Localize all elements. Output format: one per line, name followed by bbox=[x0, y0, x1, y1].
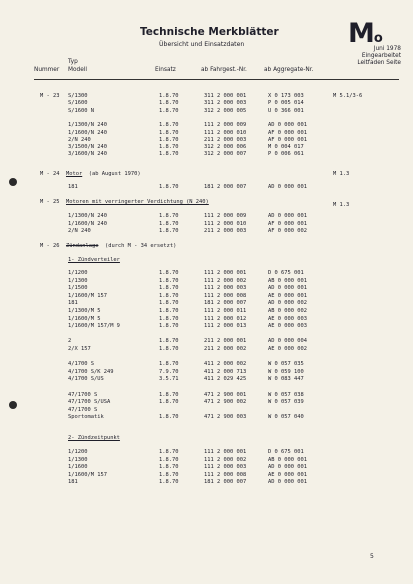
col-header-aggregate: ab Aggregate-Nr. bbox=[264, 67, 314, 73]
issue-date: Juni 1978 bbox=[373, 46, 401, 52]
meta-eingearbeitet: Eingearbeitet bbox=[361, 53, 401, 59]
aggregate-nr: AF 0 000 002 bbox=[268, 228, 307, 234]
einsatz: 1.8.70 bbox=[159, 122, 179, 129]
aggregate-nr: P 0 006 061 bbox=[268, 151, 304, 158]
section-number: M - 25 bbox=[40, 199, 60, 205]
aggregate-nr: D 0 675 001 bbox=[268, 449, 304, 455]
model: S/1600 bbox=[68, 100, 88, 107]
model: 47/1700 S bbox=[68, 406, 98, 413]
model: 3/1500/N 240 bbox=[68, 144, 107, 151]
fahrgestell-nr: 181 2 000 007 bbox=[204, 184, 247, 190]
aggregate-nr: W 0 057 040 bbox=[268, 414, 304, 421]
table-row bbox=[0, 150, 413, 158]
einsatz: 1.8.70 bbox=[159, 213, 179, 219]
einsatz: 1.8.70 bbox=[159, 479, 179, 486]
aggregate-nr: AD 0 000 004 bbox=[268, 338, 307, 345]
einsatz: 1.8.70 bbox=[159, 184, 179, 190]
model: 1/1300/M 5 bbox=[68, 308, 101, 314]
einsatz: 1.8.70 bbox=[159, 93, 179, 99]
aggregate-nr: AF 0 000 001 bbox=[268, 129, 307, 136]
section-number: M - 24 bbox=[40, 171, 60, 177]
model: 1/1300/N 240 bbox=[68, 213, 107, 219]
fahrgestell-nr: 111 2 000 001 bbox=[204, 449, 247, 455]
einsatz: 7.9.70 bbox=[159, 368, 179, 375]
table-row bbox=[0, 227, 413, 235]
fahrgestell-nr: 111 2 000 003 bbox=[204, 285, 247, 292]
fahrgestell-nr: 411 2 000 002 bbox=[204, 361, 247, 368]
fahrgestell-nr: 111 2 000 008 bbox=[204, 471, 247, 478]
model: 181 bbox=[68, 184, 78, 190]
aggregate-nr: AB 0 000 001 bbox=[268, 456, 307, 463]
model: 181 bbox=[68, 479, 78, 486]
section-m26-title bbox=[40, 242, 176, 250]
einsatz: 1.8.70 bbox=[159, 449, 179, 455]
aggregate-nr: W 0 059 100 bbox=[268, 368, 304, 375]
einsatz: 3.5.71 bbox=[159, 376, 179, 383]
model: 1/1600/N 240 bbox=[68, 129, 107, 136]
table-row bbox=[0, 478, 413, 486]
aggregate-nr: AD 0 000 001 bbox=[268, 479, 307, 486]
fahrgestell-nr: 211 2 000 003 bbox=[204, 136, 247, 143]
aggregate-nr: U 0 366 001 bbox=[268, 107, 304, 114]
row-number: M - 23 bbox=[40, 93, 60, 99]
einsatz: 1.8.70 bbox=[159, 277, 179, 284]
aggregate-nr: M 0 004 017 bbox=[268, 144, 304, 151]
model: 2/X 157 bbox=[68, 346, 91, 352]
model: 47/1700 S/USA bbox=[68, 399, 111, 406]
table-row bbox=[0, 413, 413, 421]
col-header-fahrgestell: ab Fahrgest.-Nr. bbox=[201, 67, 247, 73]
section-note: (durch M - 34 ersetzt) bbox=[104, 243, 177, 249]
fahrgestell-nr: 211 2 000 002 bbox=[204, 346, 247, 352]
fahrgestell-nr: 471 2 900 001 bbox=[204, 391, 247, 398]
col-header-typ: Typ bbox=[68, 59, 78, 65]
model: 1/1200 bbox=[68, 270, 88, 276]
section-number: M - 26 bbox=[40, 243, 60, 249]
fahrgestell-nr: 111 2 000 002 bbox=[204, 456, 247, 463]
einsatz: 1.8.70 bbox=[159, 471, 179, 478]
fahrgestell-nr: 211 2 000 001 bbox=[204, 338, 247, 345]
model: 2/N 240 bbox=[68, 136, 91, 143]
model: 2 bbox=[68, 338, 72, 345]
fahrgestell-nr: 111 2 000 003 bbox=[204, 464, 247, 471]
aggregate-nr: AE 0 000 001 bbox=[268, 292, 307, 299]
fahrgestell-nr: 111 2 000 009 bbox=[204, 213, 247, 219]
fahrgestell-nr: 471 2 900 003 bbox=[204, 414, 247, 421]
model: 1/1600/M 157 bbox=[68, 292, 107, 299]
aggregate-nr: AE 0 000 003 bbox=[268, 323, 307, 330]
fahrgestell-nr: 111 2 000 013 bbox=[204, 323, 247, 330]
aggregate-nr: D 0 675 001 bbox=[268, 270, 304, 276]
model: 1/1500 bbox=[68, 285, 88, 292]
document-subtitle: Übersicht und Einsatzdaten bbox=[159, 41, 245, 48]
einsatz: 1.8.70 bbox=[159, 399, 179, 406]
fahrgestell-nr: 111 2 000 012 bbox=[204, 315, 247, 322]
fahrgestell-nr: 411 2 000 713 bbox=[204, 368, 247, 375]
einsatz: 1.8.70 bbox=[159, 391, 179, 398]
model: 181 bbox=[68, 300, 78, 307]
einsatz: 1.8.70 bbox=[159, 220, 179, 227]
model: Sportomatik bbox=[68, 414, 104, 421]
aggregate-nr: AE 0 000 002 bbox=[268, 346, 307, 352]
aggregate-nr: X 0 173 003 bbox=[268, 93, 304, 99]
model: 4/1700 S/K 249 bbox=[68, 368, 114, 375]
model: 1/1600/M 157 bbox=[68, 471, 107, 478]
model: 1/1600/M 157/M 9 bbox=[68, 323, 120, 330]
einsatz: 1.8.70 bbox=[159, 151, 179, 158]
einsatz: 1.8.70 bbox=[159, 414, 179, 421]
section-heading: Zündanlage bbox=[65, 243, 99, 249]
fahrgestell-nr: 111 2 000 010 bbox=[204, 220, 247, 227]
fahrgestell-nr: 111 2 000 008 bbox=[204, 292, 247, 299]
einsatz: 1.8.70 bbox=[159, 270, 179, 276]
aggregate-nr: AD 0 000 001 bbox=[268, 464, 307, 471]
model: 4/1700 S/US bbox=[68, 376, 104, 383]
fahrgestell-nr: 411 2 029 425 bbox=[204, 376, 247, 383]
einsatz: 1.8.70 bbox=[159, 136, 179, 143]
aggregate-nr: AD 0 000 001 bbox=[268, 184, 307, 190]
reference: M 5.1/3-6 bbox=[333, 93, 363, 99]
einsatz: 1.8.70 bbox=[159, 346, 179, 352]
model: 1/1300 bbox=[68, 277, 88, 284]
fahrgestell-nr: 311 2 000 003 bbox=[204, 100, 247, 107]
section-note: (ab August 1970) bbox=[88, 171, 141, 177]
aggregate-nr: W 0 057 038 bbox=[268, 391, 304, 398]
model: 1/1200 bbox=[68, 449, 88, 455]
aggregate-nr: AD 0 000 001 bbox=[268, 122, 307, 129]
col-header-modell: Modell bbox=[68, 67, 88, 73]
model: 1/1600/M 5 bbox=[68, 315, 101, 322]
model: 4/1700 S bbox=[68, 361, 94, 368]
model: 1/1300 bbox=[68, 456, 88, 463]
einsatz: 1.8.70 bbox=[159, 129, 179, 136]
model: 47/1700 S bbox=[68, 391, 98, 398]
aggregate-nr: AB 0 000 002 bbox=[268, 308, 307, 314]
reference: M 1.3 bbox=[333, 202, 350, 208]
subsection-title-row bbox=[0, 256, 413, 264]
einsatz: 1.8.70 bbox=[159, 361, 179, 368]
aggregate-nr: AF 0 000 001 bbox=[268, 136, 307, 143]
reference: M 1.3 bbox=[333, 171, 350, 177]
fahrgestell-nr: 111 2 000 011 bbox=[204, 308, 247, 314]
einsatz: 1.8.70 bbox=[159, 228, 179, 234]
model: S/1600 N bbox=[68, 107, 94, 114]
subsection-heading: 2- Zündzeitpunkt bbox=[68, 435, 120, 441]
subsection-title-row bbox=[0, 434, 413, 442]
einsatz: 1.8.70 bbox=[159, 315, 179, 322]
col-header-nummer: Nummer bbox=[34, 67, 60, 73]
meta-leitfaden: Leitfaden Seite bbox=[357, 60, 401, 66]
section-m24-ref-row bbox=[0, 170, 413, 178]
aggregate-nr: AF 0 000 001 bbox=[268, 220, 307, 227]
fahrgestell-nr: 181 2 000 007 bbox=[204, 479, 247, 486]
col-header-einsatz: Einsatz bbox=[155, 67, 176, 73]
fahrgestell-nr: 181 2 000 007 bbox=[204, 300, 247, 307]
section-heading: Motoren mit verringerter Verdichtung (N 240) bbox=[65, 199, 209, 205]
aggregate-nr: AE 0 000 003 bbox=[268, 315, 307, 322]
model: 1/1300/N 240 bbox=[68, 122, 107, 129]
fahrgestell-nr: 111 2 000 010 bbox=[204, 129, 247, 136]
section-m25-ref-row bbox=[0, 201, 413, 209]
einsatz: 1.8.70 bbox=[159, 144, 179, 151]
aggregate-nr: AD 0 000 001 bbox=[268, 285, 307, 292]
fahrgestell-nr: 111 2 000 002 bbox=[204, 277, 247, 284]
aggregate-nr: W 0 057 039 bbox=[268, 399, 304, 406]
aggregate-nr: AD 0 000 002 bbox=[268, 300, 307, 307]
section-logo bbox=[348, 18, 383, 49]
einsatz: 1.8.70 bbox=[159, 323, 179, 330]
einsatz: 1.8.70 bbox=[159, 107, 179, 114]
fahrgestell-nr: 211 2 000 003 bbox=[204, 228, 247, 234]
fahrgestell-nr: 111 2 000 001 bbox=[204, 270, 247, 276]
fahrgestell-nr: 111 2 000 009 bbox=[204, 122, 247, 129]
aggregate-nr: W 0 083 447 bbox=[268, 376, 304, 383]
fahrgestell-nr: 471 2 900 002 bbox=[204, 399, 247, 406]
page-number: 5 bbox=[370, 553, 374, 560]
table-row bbox=[0, 183, 413, 191]
model: 3/1600/N 240 bbox=[68, 151, 107, 158]
fahrgestell-nr: 312 2 000 005 bbox=[204, 107, 247, 114]
einsatz: 1.8.70 bbox=[159, 338, 179, 345]
fahrgestell-nr: 311 2 000 001 bbox=[204, 93, 247, 99]
aggregate-nr: W 0 057 035 bbox=[268, 361, 304, 368]
model: S/1300 bbox=[68, 93, 88, 99]
aggregate-nr: AD 0 000 001 bbox=[268, 213, 307, 219]
einsatz: 1.8.70 bbox=[159, 292, 179, 299]
einsatz: 1.8.70 bbox=[159, 464, 179, 471]
aggregate-nr: AB 0 000 001 bbox=[268, 277, 307, 284]
logo-letter: M bbox=[348, 18, 374, 49]
einsatz: 1.8.70 bbox=[159, 100, 179, 107]
einsatz: 1.8.70 bbox=[159, 300, 179, 307]
model: 2/N 240 bbox=[68, 228, 91, 234]
aggregate-nr: P 0 005 014 bbox=[268, 100, 304, 107]
einsatz: 1.8.70 bbox=[159, 285, 179, 292]
logo-suffix: o bbox=[373, 31, 383, 46]
model: 1/1600/N 240 bbox=[68, 220, 107, 227]
einsatz: 1.8.70 bbox=[159, 456, 179, 463]
einsatz: 1.8.70 bbox=[159, 308, 179, 314]
section-heading: Motor bbox=[65, 171, 83, 177]
document-title: Technische Merkblätter bbox=[140, 26, 279, 38]
aggregate-nr: AE 0 000 001 bbox=[268, 471, 307, 478]
subsection-heading: 1- Zündverteiler bbox=[68, 257, 120, 263]
header-rule bbox=[34, 79, 399, 80]
fahrgestell-nr: 312 2 000 006 bbox=[204, 144, 247, 151]
fahrgestell-nr: 312 2 000 007 bbox=[204, 151, 247, 158]
model: 1/1600 bbox=[68, 464, 88, 471]
